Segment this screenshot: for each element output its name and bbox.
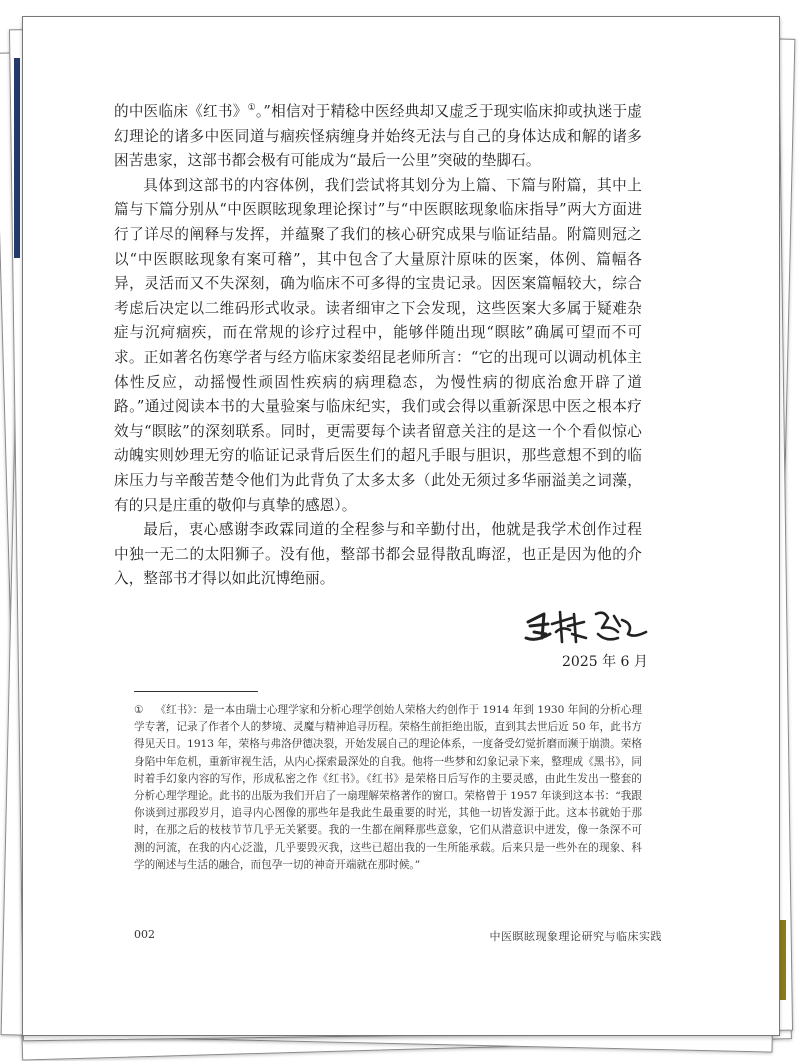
footnote-mark: ① — [134, 704, 144, 716]
running-title: 中医瞑眩现象理论研究与临床实践 — [489, 930, 662, 943]
paragraph-2: 具体到这部书的内容体例，我们尝试将其划分为上篇、下篇与附篇，其中上篇与下篇分别从“中医瞑眩现象理论探讨”与“中医瞑眩现象临床指导”两大方面进行了详尽的阐释与发挥，并蕴聚了我们的核心研究成果与临证结晶。附篇则冠之以“中医瞑眩现象有案可稽”，其中包含了大量原汁原味的医案，体例、篇幅各异，灵活而又不失深刻，确为临床不可多得的宝贵记录。因医案篇幅较大，综合考虑后决定以二维码形式收录。读者细审之下会发现，这些医案大多属于疑难杂症与沉疴痼疾，而在常规的诊疗过程中，能够伴随出现“瞑眩”确属可望而不可求。正如著名伤寒学者与经方临床家娄绍昆老师所言：“它的出现可以调动机体主体性反应，动摇慢性顽固性疾病的病理稳态，为慢性病的彻底治愈开辟了道路。”通过阅读本书的大量验案与临床纪实，我们或会得以重新深思中医之根本疗效与“瞑眩”的深刻联系。同时，更需要每个读者留意关注的是这一个个看似惊心动魄实则妙理无穷的临证记录背后医生们的超凡手眼与胆识，那些意想不到的临床压力与辛酸苦楚令他们为此背负了太多太多（此处无须过多华丽溢美之词藻，有的只是庄重的敬仰与真挚的感恩）。 — [114, 176, 642, 514]
footnote — [134, 702, 642, 874]
footnote-rule — [134, 691, 258, 692]
paragraph-1 — [114, 100, 642, 174]
paragraph-3: 最后，衷心感谢李政霖同道的全程参与和辛勤付出，他就是我学术创作过程中独一无二的太阳狮子。没有他，整部书都会显得散乱晦涩，也正是因为他的介入，整部书才得以如此沉博绝丽。 — [114, 521, 642, 588]
signature-date: 2025 年 6 月 — [562, 654, 648, 670]
paragraph-1-after: 。”相信对于精稔中医经典却又虚乏于现实临床抑或执迷于虚幻理论的诸多中医同道与痼疾怪病缠身并始终无法与自己的身体达成和解的诸多困苦患家，这部书都会极有可能成为“最后一公里”突破的垫脚石。 — [114, 103, 642, 170]
cover-edge-navy — [14, 58, 20, 258]
footnote-text: 《红书》：是一本由瑞士心理学家和分析心理学创始人荣格大约创作于 1914 年到 1930 年间的分析心理学专著，记录了作者个人的梦境、灵魔与精神追寻历程。荣格生前拒绝出版，直到其去世后近 50 年，此书方得见天日。1913 年，荣格与弗洛伊德决裂，开始发展自己的理论体系，一度备受幻觉折磨而濒于崩溃。荣格身陷中年危机，重新审视生活，从内心探索最深处的自我。他将一些梦和幻象记录下来，整理成《黑书》，同时着手幻象内容的写作，形成私密之作《红书》。《红书》是荣格日后写作的主要灵感，由此生发出一整套的分析心理学理论。此书的出版为我们开启了一扇理解荣格著作的窗口。荣格曾于 1957 年谈到这本书：“我跟你谈到过那段岁月，追寻内心图像的那些年是我此生最重要的时光，其他一切皆发源于此。这本书就始于那时，在那之后的枝枝节节几乎无关紧要。我的一生都在阐释那些意象，它们从潜意识中迸发，像一条深不可测的河流，在我的内心泛滥，几乎要毁灭我，这些已超出我的一生所能承载。后来只是一些外在的现象、科学的阐述与生活的融合，而包孕一切的神奇开端就在那时候。” — [134, 704, 642, 871]
footnote-reference: ① — [247, 103, 256, 114]
body-text — [114, 100, 642, 592]
author-signature — [522, 604, 650, 648]
cover-edge-olive — [780, 920, 786, 1000]
page-number: 002 — [134, 928, 155, 941]
paragraph-1-before: 的中医临床《红书》 — [114, 103, 248, 120]
